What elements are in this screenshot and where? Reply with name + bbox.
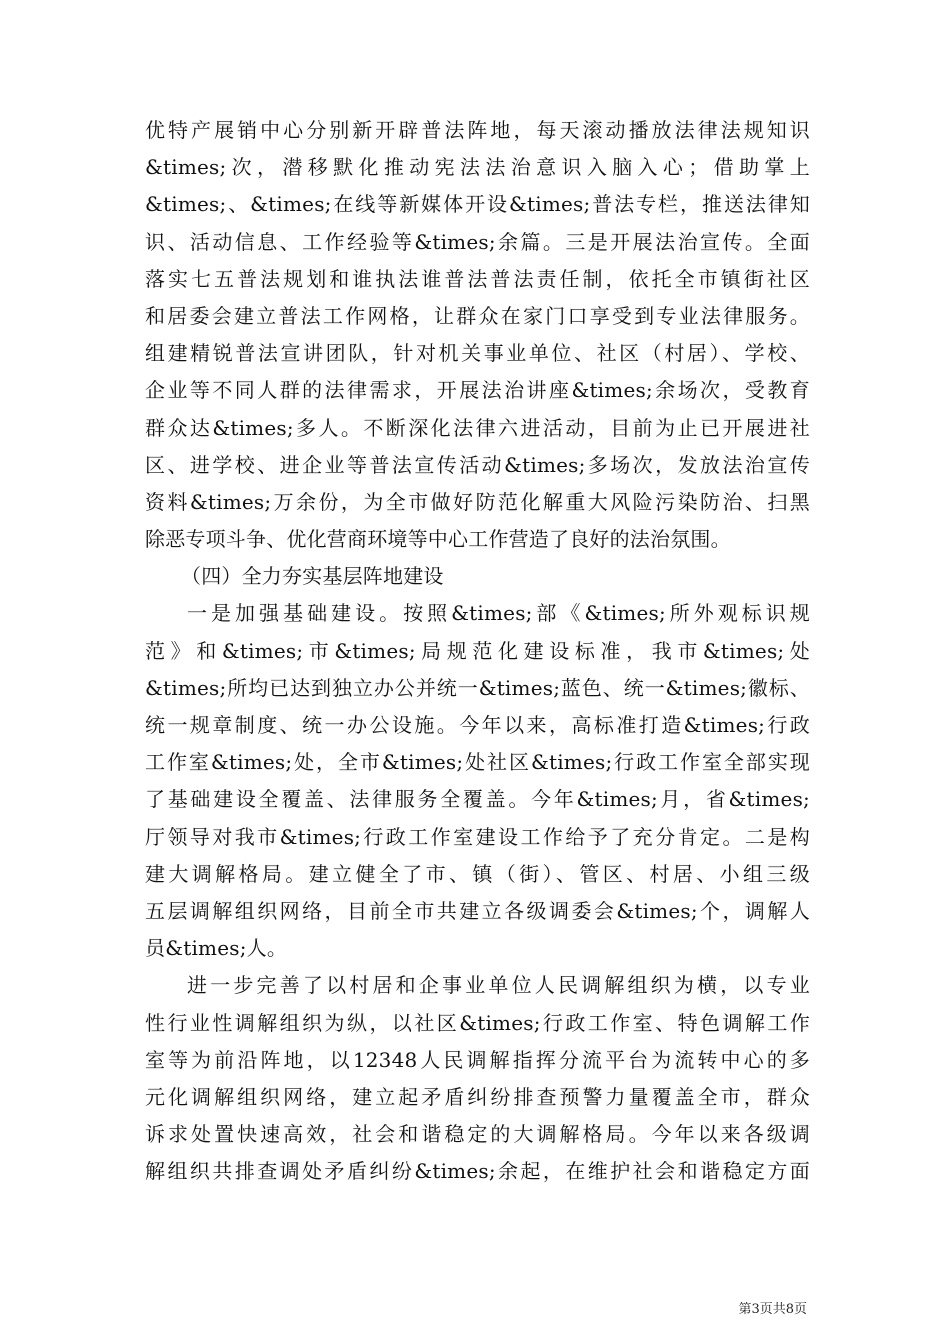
- text-line: 区、进学校、进企业等普法宣传活动&times;多场次，发放法治宣传: [145, 452, 810, 477]
- text-line: 工作室&times;处，全市&times;处社区&times;行政工作室全部实现: [145, 750, 810, 775]
- text-line: 性行业性调解组织为纵，以社区&times;行政工作室、特色调解工作: [145, 1010, 810, 1035]
- text-line: &times;所均已达到独立办公并统一&times;蓝色、统一&times;徽标、: [145, 675, 810, 700]
- text-line: 企业等不同人群的法律需求，开展法治讲座&times;余场次，受教育: [145, 378, 810, 403]
- document-body: [145, 112, 810, 1190]
- text-line: 和居委会建立普法工作网格，让群众在家门口享受到专业法律服务。: [145, 303, 810, 328]
- text-line: 组建精锐普法宣讲团队，针对机关事业单位、社区（村居）、学校、: [145, 341, 810, 366]
- text-line: 群众达&times;多人。不断深化法律六进活动，目前为止已开展进社: [145, 415, 810, 440]
- text-line: 识、活动信息、工作经验等&times;余篇。三是开展法治宣传。全面: [145, 229, 810, 254]
- text-line: 诉求处置快速高效，社会和谐稳定的大调解格局。今年以来各级调: [145, 1122, 810, 1147]
- page-number: 第3页共8页: [738, 1302, 807, 1317]
- text-line: &times;、&times;在线等新媒体开设&times;普法专栏，推送法律知: [145, 192, 810, 217]
- text-line: 统一规章制度、统一办公设施。今年以来，高标准打造&times;行政: [145, 713, 810, 737]
- text-line: &times;次，潜移默化推动宪法法治意识入脑入心；借助掌上: [145, 155, 810, 180]
- text-line: 资料&times;万余份，为全市做好防范化解重大风险污染防治、扫黑: [145, 489, 810, 514]
- section-heading: （四）全力夯实基层阵地建设: [181, 564, 444, 589]
- text-line: 除恶专项斗争、优化营商环境等中心工作营造了良好的法治氛围。: [145, 527, 731, 552]
- text-line: 建大调解格局。建立健全了市、镇（街）、管区、村居、小组三级: [145, 861, 810, 886]
- text-line: 了基础建设全覆盖、法律服务全覆盖。今年&times;月，省&times;: [145, 787, 810, 812]
- text-line: 员&times;人。: [145, 936, 288, 961]
- text-line: 优特产展销中心分别新开辟普法阵地，每天滚动播放法律法规知识: [145, 118, 810, 142]
- text-line: 范》和&times;市&times;局规范化建设标准，我市&times;处: [145, 638, 810, 663]
- text-line: 一是加强基础建设。按照&times;部《&times;所外观标识规: [187, 601, 810, 626]
- text-line: 厅领导对我市&times;行政工作室建设工作给予了充分肯定。二是构: [145, 824, 810, 849]
- text-line: 五层调解组织网络，目前全市共建立各级调委会&times;个，调解人: [145, 898, 810, 923]
- text-line: 元化调解组织网络，建立起矛盾纠纷排查预警力量覆盖全市，群众: [145, 1084, 810, 1109]
- text-line: 进一步完善了以村居和企事业单位人民调解组织为横，以专业: [187, 973, 810, 998]
- text-line: 室等为前沿阵地，以12348人民调解指挥分流平台为流转中心的多: [145, 1047, 810, 1072]
- text-line: 解组织共排查调处矛盾纠纷&times;余起，在维护社会和谐稳定方面: [145, 1159, 810, 1184]
- text-line: 落实七五普法规划和谁执法谁普法普法责任制，依托全市镇街社区: [145, 266, 810, 291]
